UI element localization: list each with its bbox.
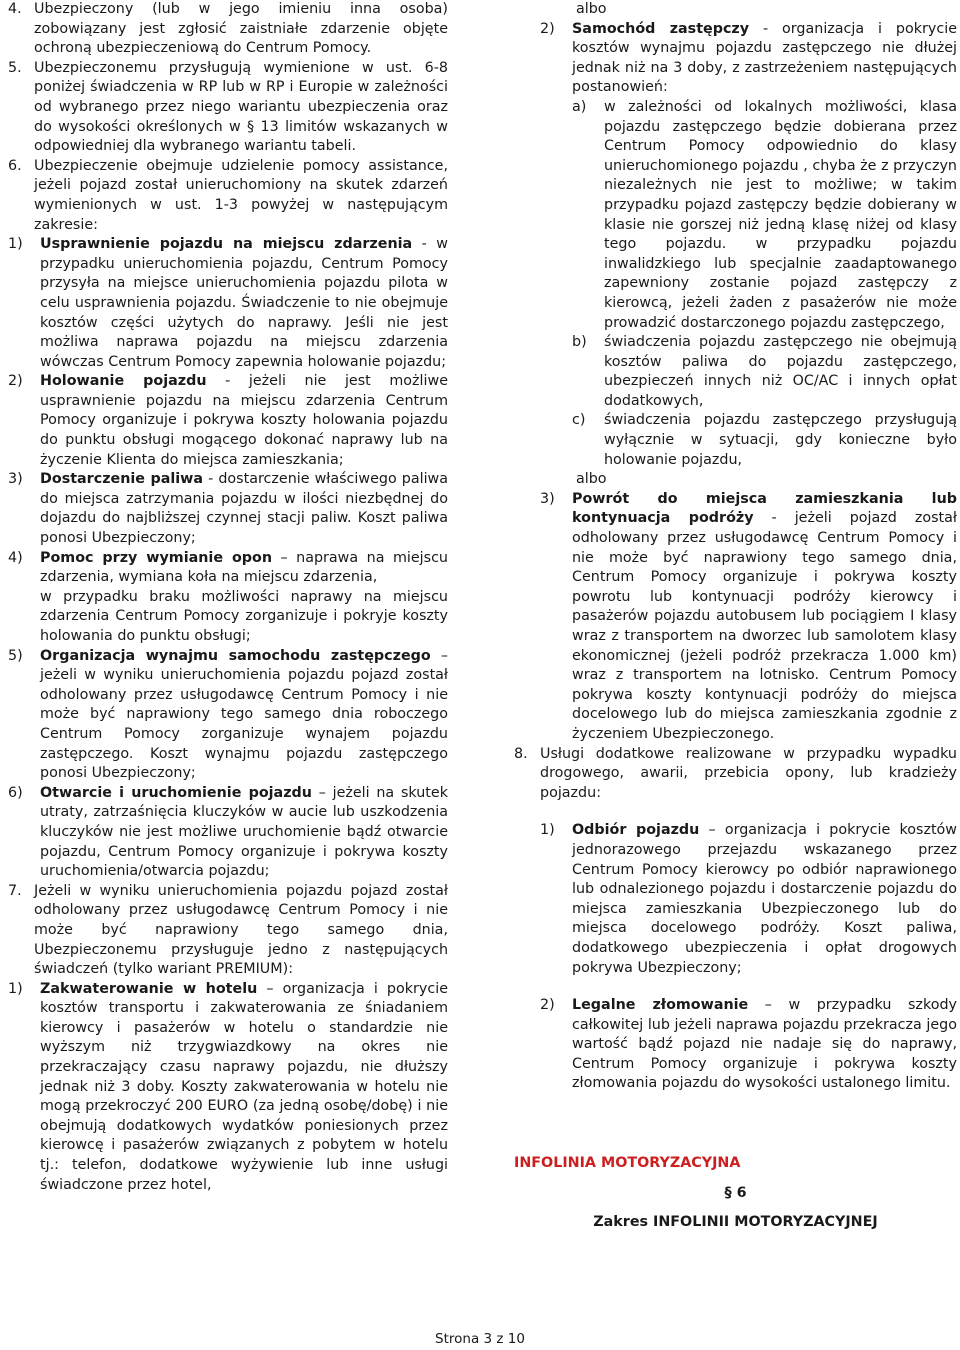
item-text xyxy=(40,235,448,372)
item-text xyxy=(572,821,957,978)
item-body: - w przypadku unieruchomienia pojazdu, Centrum Pomocy przysyła na miejsce unieruchomienia pojazdu pilota w celu usprawnienia pojazdu. Świadczenie to nie obejmuje kosztów części użytych do naprawy. Jeśli nie jest możliwa naprawa pojazdu na miejscu zdarzenia wówczas Centrum Pomocy zapewnia holowanie pojazdu; xyxy=(40,236,448,370)
item-text xyxy=(40,549,448,647)
list-item xyxy=(572,411,957,470)
paragraph-text: Ubezpieczenie obejmuje udzielenie pomocy assistance, jeżeli pojazd został unieruchomiony na skutek zdarzeń wymienionych w ust. 1-3 powyżej w następującym zakresie: xyxy=(34,157,448,233)
list-item xyxy=(8,372,448,470)
item-title: Organizacja wynajmu samochodu zastępczego xyxy=(40,647,431,664)
item-title: Pomoc przy wymianie opon xyxy=(40,549,273,566)
section-number: § 6 xyxy=(724,1184,747,1201)
item-title: Zakwaterowanie w hotelu xyxy=(40,980,258,997)
item-number: 1) xyxy=(540,822,555,839)
replacement-car-item xyxy=(514,20,957,98)
paragraph-number: 8. xyxy=(514,745,528,762)
page-footer: Strona 3 z 10 xyxy=(435,1331,525,1347)
item-number: 1) xyxy=(8,980,23,997)
item-body: - jeżeli pojazd został odholowany przez usługodawcę Centrum Pomocy i nie może być naprawiony tego samego dnia, Centrum Pomocy organizuje i pokrywa koszty powrotu lub kontynuacji podróży kierowcy i pasażerów pojazdu autobusem lub pociągiem I klasy wraz z transportem na dworzec lub samolotem klasy ekonomicznej (jeżeli podróż przekracza 1.000 km) wraz z transportem na lotnisko. Centrum Pomocy pokrywa koszty kontynuacji podróży do miejsca docelowego lub do miejsca zamieszkania zgodnie z życzeniem Ubezpieczonego. xyxy=(572,510,957,742)
item-number: 2) xyxy=(540,20,555,37)
paragraph-text: Jeżeli w wyniku unieruchomienia pojazdu pojazd został odholowany przez usługodawcę Centrum Pomocy i nie może być naprawiony tego samego dnia, Ubezpieczonemu przysługuje jedno z następujących świadczeń (tylko wariant PREMIUM): xyxy=(34,882,448,978)
item-text xyxy=(572,20,957,98)
list-item xyxy=(8,549,448,647)
item-text xyxy=(572,490,957,745)
item-body: – w przypadku szkody całkowitej lub jeżeli naprawa pojazdu przekracza jego wartość bądź pojazd nie nadaje się do naprawy, Centrum Pomocy organizuje i pokrywa koszty złomowania pojazdu do wysokości ustalonego limitu. xyxy=(572,997,957,1092)
section-title: Zakres INFOLINII MOTORYZACYJNEJ xyxy=(593,1214,878,1231)
assistance-list xyxy=(8,235,448,882)
item-extra: w przypadku braku możliwości naprawy na miejscu zdarzenia Centrum Pomocy zorganizuje i pokryje koszty holowania do punktu obsługi; xyxy=(40,588,448,644)
item-text: świadczenia pojazdu zastępczego przysługują wyłącznie w sytuacji, gdy konieczne było holowanie pojazdu, xyxy=(604,412,957,468)
infolinia-section xyxy=(514,1154,957,1233)
paragraph-number: 4. xyxy=(8,1,22,17)
item-title: Usprawnienie pojazdu na miejscu zdarzenia xyxy=(40,236,413,253)
item-text: świadczenia pojazdu zastępczego nie obejmują kosztów paliwa do pojazdu zastępczego, ubezpieczeń innych niż OC/AC i innych opłat dodatkowych, xyxy=(604,334,957,409)
paragraph-text: Ubezpieczony (lub w jego imieniu inna osoba) zobowiązany jest zgłosić zaistniałe zdarzenie objęte ochroną ubezpieczeniową do Centrum Pomocy. xyxy=(34,1,448,57)
item-letter: b) xyxy=(572,334,587,351)
left-column xyxy=(8,0,448,1195)
hotel-item xyxy=(8,980,448,1196)
list-item xyxy=(8,647,448,784)
item-text xyxy=(40,372,448,470)
additional-services-list xyxy=(514,821,957,1094)
albo-separator: albo xyxy=(576,1,607,17)
paragraph-6 xyxy=(8,157,448,235)
item-body: - organizacja i pokrycie kosztów wynajmu pojazdu zastępczego nie dłużej jednak niż na 3 doby, z zastrzeżeniem następujących postanowień: xyxy=(572,20,957,96)
paragraph-5 xyxy=(8,59,448,157)
item-number: 3) xyxy=(8,471,23,488)
list-item xyxy=(540,996,957,1094)
item-title: Odbiór pojazdu xyxy=(572,822,700,839)
item-number: 5) xyxy=(8,647,23,664)
paragraph-4 xyxy=(8,0,448,59)
item-letter: c) xyxy=(572,412,586,429)
list-item xyxy=(540,821,957,978)
item-number: 2) xyxy=(540,997,555,1014)
item-body: – organizacja i pokrycie kosztów transportu i zakwaterowania ze śniadaniem kierowcy i pasażerów w hotelu o standardzie nie wyższym niż trzygwiazdkowy na okres nie przekraczający czasu naprawy pojazdu, nie dłuższy jednak niż 3 doby. Koszty zakwaterowania w hotelu nie mogą przekroczyć 200 EURO (za jedną osobę/dobę) i nie obejmują dodatkowych wydatków poniesionych przez kierowcę i pasażerów związanych z pobytem w hotelu tj.: telefon, dodatkowe wyżywienie lub inne usługi świadczone przez hotel, xyxy=(40,980,448,1193)
item-body: – jeżeli w wyniku unieruchomienia pojazdu pojazd został odholowany przez usługodawcę Centrum Pomocy i nie może być naprawiony tego samego dnia roboczego Centrum Pomocy zorganizuje wynajem pojazdu zastępczego. Koszt wynajmu pojazdu zastępczego ponosi Ubezpieczony; xyxy=(40,647,448,782)
item-body: – naprawa na miejscu zdarzenia, wymiana koła na miejscu zdarzenia, xyxy=(40,549,448,586)
paragraph-number: 6. xyxy=(8,157,22,174)
item-number: 4) xyxy=(8,549,23,566)
item-letter: a) xyxy=(572,98,587,115)
item-number: 6) xyxy=(8,784,23,801)
list-item xyxy=(8,235,448,372)
paragraph-7 xyxy=(8,882,448,980)
list-item xyxy=(8,784,448,882)
replacement-car-conditions xyxy=(514,98,957,470)
albo-separator: albo xyxy=(576,471,607,488)
paragraph-8 xyxy=(514,745,957,804)
list-item xyxy=(572,98,957,333)
item-body: – jeżeli na skutek utraty, zatrzaśnięcia kluczyków w aucie lub uszkodzenia kluczyków nie jest możliwe uruchomienie bądź otwarcie pojazdu, Centrum Pomocy organizuje i pokrywa koszty uruchomienia/otwarcia pojazdu; xyxy=(40,784,448,880)
item-title: Holowanie pojazdu xyxy=(40,373,207,390)
infolinia-heading: INFOLINIA MOTORYZACYJNA xyxy=(514,1155,741,1172)
item-text xyxy=(40,980,448,1196)
item-text xyxy=(40,647,448,784)
item-body: – organizacja i pokrycie kosztów jednorazowego przejazdu wskazanego przez Centrum Pomocy kierowcy po odbiór naprawionego lub odnalezionego pojazdu i dostarczenie pojazdu do miejsca zamieszkania Ubezpieczonego lub do miejsca docelowego podróży. Koszt paliwa, dodatkowego ubezpieczenia i opłat drogowych pokrywa Ubezpieczony; xyxy=(572,822,957,976)
list-item xyxy=(8,470,448,548)
item-text xyxy=(572,996,957,1094)
item-body: - jeżeli nie jest możliwe usprawnienie pojazdu na miejscu zdarzenia Centrum Pomocy organizuje i pokrywa koszty holowania pojazdu do punktu obsługi mogącego dokonać naprawy lub na życzenie Klienta do miejsca zamieszkania; xyxy=(40,373,448,468)
item-number: 2) xyxy=(8,373,23,390)
item-title: Legalne złomowanie xyxy=(572,997,749,1014)
item-title: Powrót do miejsca zamieszkania lub kontynuacja podróży xyxy=(572,490,957,527)
right-column xyxy=(514,0,957,1233)
item-number: 3) xyxy=(540,490,555,507)
item-title: Dostarczenie paliwa xyxy=(40,471,204,488)
item-text xyxy=(40,784,448,882)
item-text: w zależności od lokalnych możliwości, klasa pojazdu zastępczego będzie dobierana przez Centrum Pomocy odpowiednio do klasy unieruchomionego pojazdu , chyba że z przyczyn niezależnych nie jest to możliwe; w takim przypadku pojazd zastępczy będzie dobierany w klasie nie gorszej niż jedną klasę niżej od klasy tego pojazdu. w przypadku pojazdu inwalidzkiego lub specjalnie zaadaptowanego zapewniony zostanie pojazd zastępczy z kierowcą, jeżeli żaden z pasażerów nie może prowadzić dostarczonego pojazdu zastępczego, xyxy=(604,98,957,331)
return-journey-item xyxy=(514,490,957,745)
item-title: Samochód zastępczy xyxy=(572,20,750,37)
item-text xyxy=(40,470,448,548)
paragraph-number: 5. xyxy=(8,59,22,76)
item-title: Otwarcie i uruchomienie pojazdu xyxy=(40,784,312,801)
item-number: 1) xyxy=(8,236,23,253)
paragraph-text: Ubezpieczonemu przysługują wymienione w ust. 6-8 poniżej świadczenia w RP lub w RP i Europie w zależności od wybranego przez niego wariantu ubezpieczenia oraz do wysokości określonych w § 13 limitów wskazanych w odpowiedniej dla wybranego wariantu tabeli. xyxy=(34,59,448,155)
item-body: - dostarczenie właściwego paliwa do miejsca zatrzymania pojazdu w ilości niezbędnej do dojazdu do najbliższej czynnej stacji paliw. Koszt paliwa ponosi Ubezpieczony; xyxy=(40,471,449,547)
list-item xyxy=(572,333,957,411)
paragraph-text: Usługi dodatkowe realizowane w przypadku wypadku drogowego, awarii, przebicia opony, lub kradzieży pojazdu: xyxy=(540,745,957,801)
paragraph-number: 7. xyxy=(8,882,22,899)
